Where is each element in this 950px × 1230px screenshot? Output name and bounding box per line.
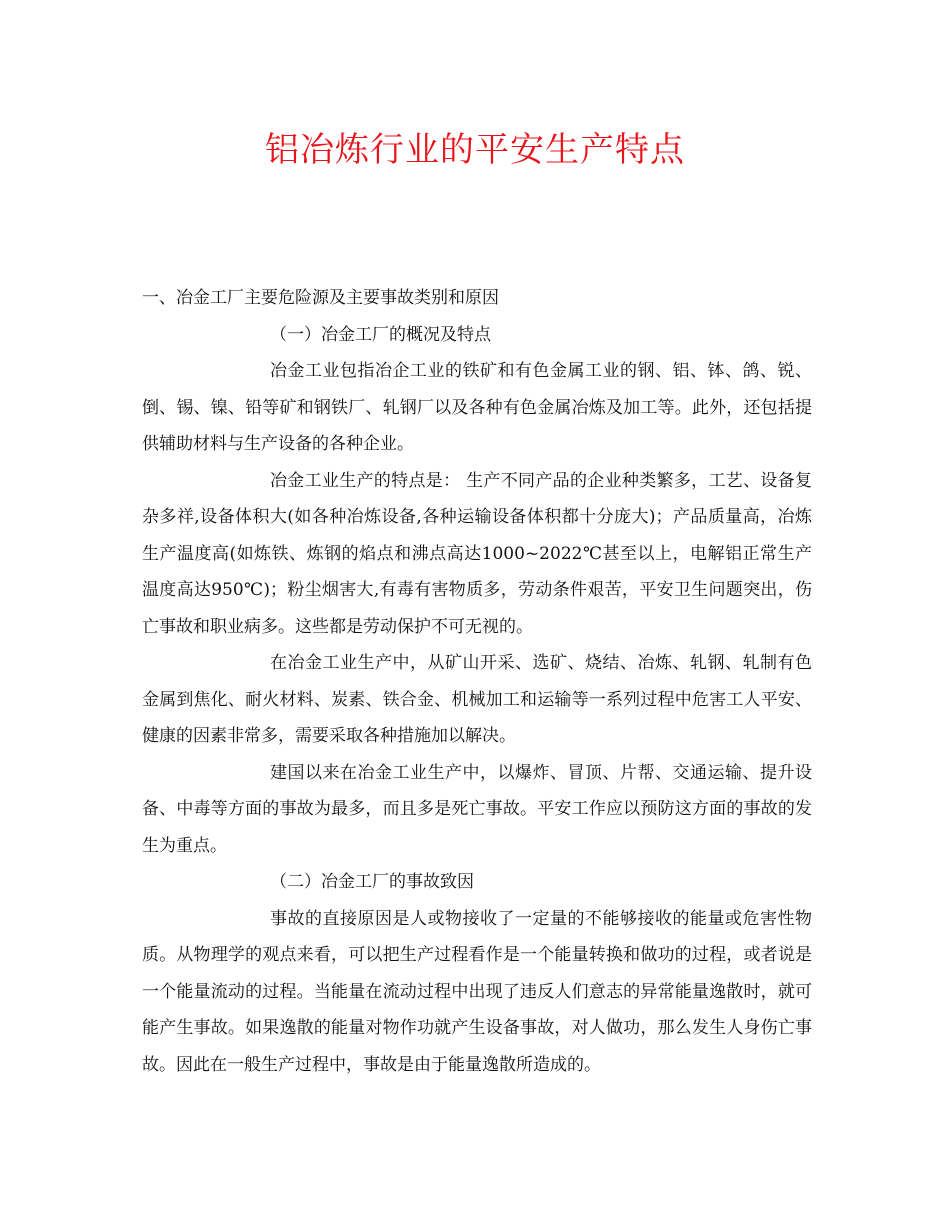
section-heading: 一、冶金工厂主要危险源及主要事故类别和原因	[142, 288, 499, 308]
document-body	[142, 280, 812, 1083]
sub-heading-accident-causes: （二）冶金工厂的事故致因	[270, 872, 474, 892]
paragraph: 建国以来在冶金工业生产中，以爆炸、冒顶、片帮、交通运输、提升设备、中毒等方面的事故为最多，而且多是死亡事故。平安工作应以预防这方面的事故的发生为重点。	[142, 762, 812, 856]
sub-heading-overview: （一）冶金工厂的概况及特点	[270, 324, 491, 345]
paragraph: 冶金工业包指冶企工业的铁矿和有色金属工业的钢、铝、钵、鸽、锐、倒、锡、镍、铅等矿和钢铁厂、轧钢厂以及各种有色金属冶炼及加工等。此外，还包括提供辅助材料与生产设备的各种企业。	[142, 361, 812, 454]
paragraph: 事故的直接原因是人或物接收了一定量的不能够接收的能量或危害性物质。从物理学的观点来看，可以把生产过程看作是一个能量转换和做功的过程，或者说是一个能量流动的过程。当能量在流动过程中出现了违反人们意志的异常能量逸散时，就可能产生事故。如果逸散的能量对物作功就产生设备事故，对人做功，那么发生人身伤亡事故。因此在一般生产过程中，事故是由于能量逸散所造成的。	[142, 908, 812, 1075]
paragraph: 在冶金工业生产中，从矿山开采、选矿、烧结、冶炼、轧钢、轧制有色金属到焦化、耐火材料、炭素、铁合金、机械加工和运输等一系列过程中危害工人平安、健康的因素非常多，需要采取各种措施加以解决。	[142, 653, 812, 746]
document-title: 铝冶炼行业的平安生产特点	[265, 130, 685, 170]
paragraph: 冶金工业生产的特点是： 生产不同产品的企业种类繁多，工艺、设备复杂多祥,设备体积大(如各种冶炼设备,各种运输设备体积都十分庞大)；产品质量高，冶炼生产温度高(如炼铁、炼钢的焰点和沸点高达1000~2022℃甚至以上，电解铝正常生产温度高达950℃)；粉尘烟害大,有毒有害物质多，劳动条件艰苦，平安卫生问题突出，伤亡事故和职业病多。这些都是劳动保护不可无视的。	[142, 470, 812, 637]
